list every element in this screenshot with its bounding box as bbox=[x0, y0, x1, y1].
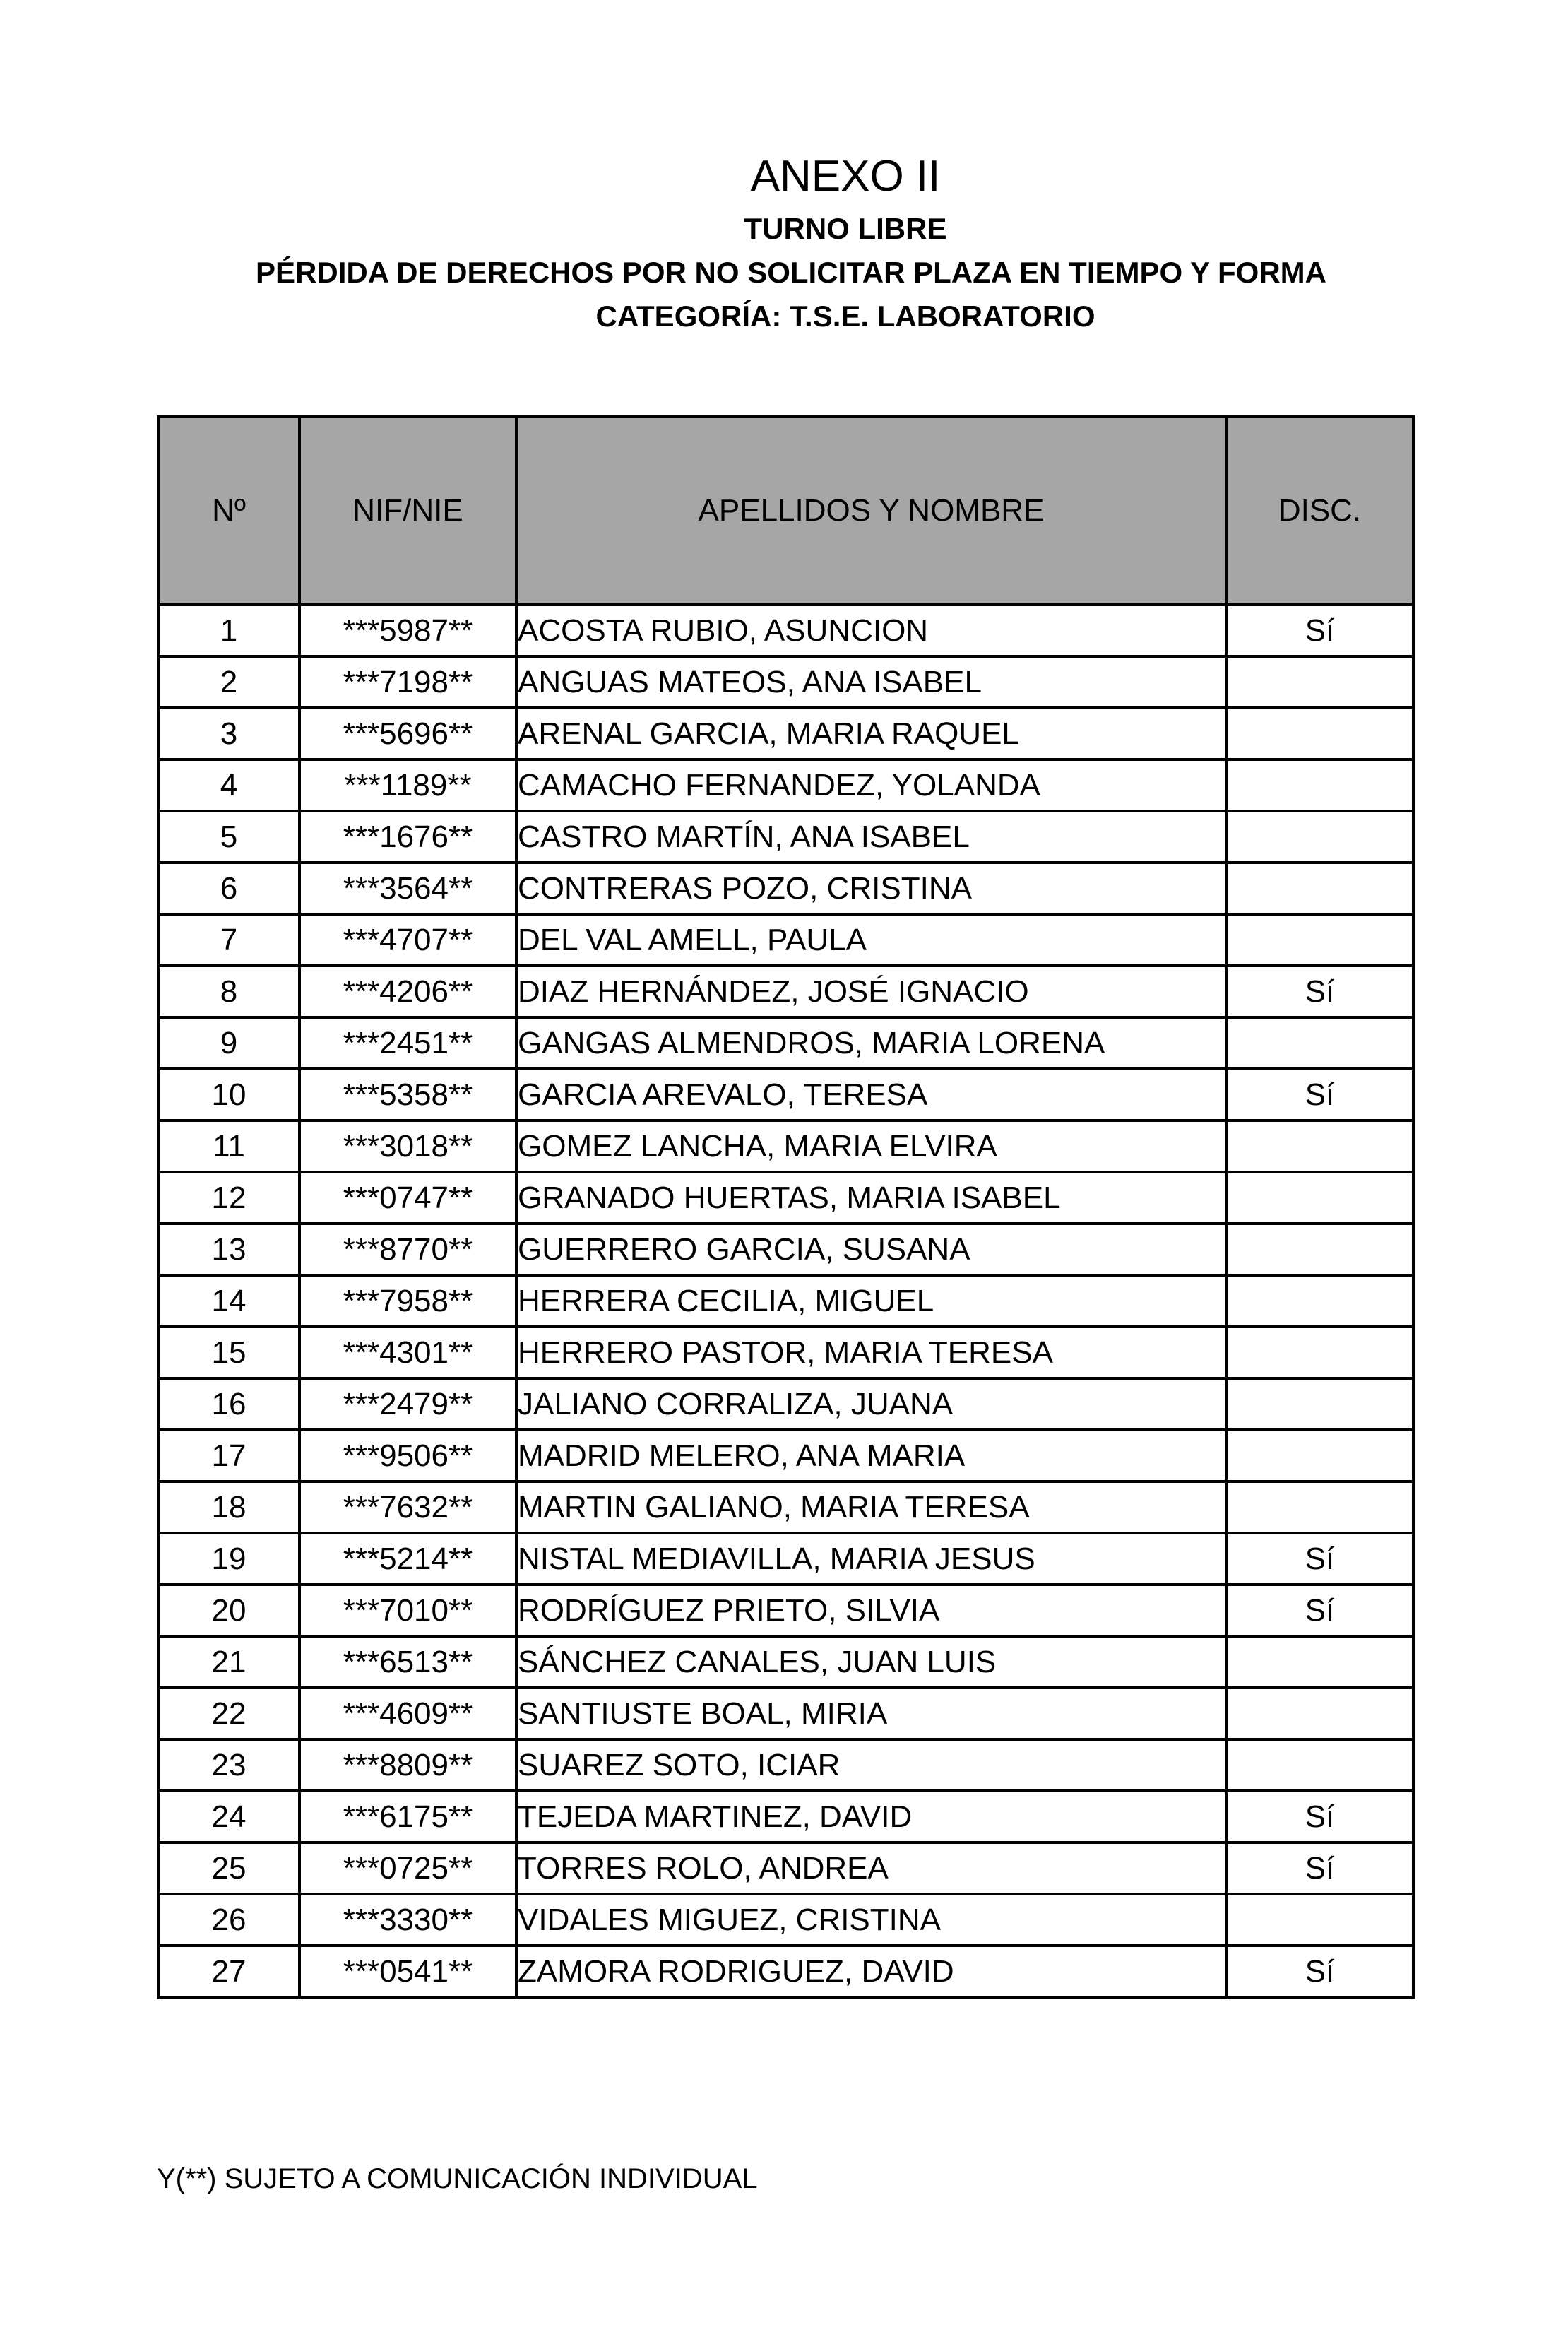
table-row bbox=[158, 1842, 1413, 1894]
row-name: CONTRERAS POZO, CRISTINA bbox=[516, 863, 1226, 914]
subtitle-turno: TURNO LIBRE bbox=[744, 212, 947, 245]
table-row bbox=[158, 1533, 1413, 1585]
row-name: MADRID MELERO, ANA MARIA bbox=[516, 1430, 1226, 1481]
column-header-disc: DISC. bbox=[1226, 417, 1413, 605]
table-row bbox=[158, 1430, 1413, 1481]
candidates-table bbox=[157, 415, 1415, 1999]
row-number: 15 bbox=[158, 1327, 299, 1378]
table-row bbox=[158, 605, 1413, 656]
row-disc bbox=[1226, 1120, 1413, 1172]
row-number: 24 bbox=[158, 1791, 299, 1842]
table-header-row bbox=[158, 417, 1413, 605]
row-number: 16 bbox=[158, 1378, 299, 1430]
row-name: TEJEDA MARTINEZ, DAVID bbox=[516, 1791, 1226, 1842]
row-number: 25 bbox=[158, 1842, 299, 1894]
row-disc bbox=[1226, 1378, 1413, 1430]
row-name: GARCIA AREVALO, TERESA bbox=[516, 1069, 1226, 1120]
row-disc bbox=[1226, 708, 1413, 759]
row-name: HERRERO PASTOR, MARIA TERESA bbox=[516, 1327, 1226, 1378]
table-row bbox=[158, 1946, 1413, 1997]
row-disc bbox=[1226, 1894, 1413, 1946]
row-number: 19 bbox=[158, 1533, 299, 1585]
table-row bbox=[158, 1327, 1413, 1378]
column-header-number: Nº bbox=[158, 417, 299, 605]
row-nif: ***5987** bbox=[299, 605, 516, 656]
row-disc bbox=[1226, 1430, 1413, 1481]
row-disc: Sí bbox=[1226, 1842, 1413, 1894]
table-row bbox=[158, 1585, 1413, 1636]
row-disc bbox=[1226, 759, 1413, 811]
row-nif: ***4609** bbox=[299, 1688, 516, 1739]
row-name: DIAZ HERNÁNDEZ, JOSÉ IGNACIO bbox=[516, 966, 1226, 1017]
page-title: ANEXO II bbox=[750, 152, 941, 201]
column-header-name: APELLIDOS Y NOMBRE bbox=[516, 417, 1226, 605]
row-number: 14 bbox=[158, 1275, 299, 1327]
row-name: TORRES ROLO, ANDREA bbox=[516, 1842, 1226, 1894]
table-row bbox=[158, 708, 1413, 759]
row-nif: ***7632** bbox=[299, 1481, 516, 1533]
table-row bbox=[158, 1636, 1413, 1688]
row-nif: ***3564** bbox=[299, 863, 516, 914]
row-nif: ***6513** bbox=[299, 1636, 516, 1688]
row-name: CASTRO MARTÍN, ANA ISABEL bbox=[516, 811, 1226, 863]
row-name: MARTIN GALIANO, MARIA TERESA bbox=[516, 1481, 1226, 1533]
row-name: ARENAL GARCIA, MARIA RAQUEL bbox=[516, 708, 1226, 759]
row-name: SÁNCHEZ CANALES, JUAN LUIS bbox=[516, 1636, 1226, 1688]
subtitle-categoria: CATEGORÍA: T.S.E. LABORATORIO bbox=[595, 300, 1095, 333]
table-row bbox=[158, 1120, 1413, 1172]
row-number: 3 bbox=[158, 708, 299, 759]
row-nif: ***2451** bbox=[299, 1017, 516, 1069]
table-row bbox=[158, 811, 1413, 863]
subtitle-perdida: PÉRDIDA DE DERECHOS POR NO SOLICITAR PLAZA EN TIEMPO Y FORMA bbox=[256, 256, 1326, 289]
column-header-nif: NIF/NIE bbox=[299, 417, 516, 605]
row-number: 27 bbox=[158, 1946, 299, 1997]
row-number: 12 bbox=[158, 1172, 299, 1224]
row-disc bbox=[1226, 1224, 1413, 1275]
row-number: 6 bbox=[158, 863, 299, 914]
row-name: JALIANO CORRALIZA, JUANA bbox=[516, 1378, 1226, 1430]
table-row bbox=[158, 759, 1413, 811]
table-row bbox=[158, 1224, 1413, 1275]
row-nif: ***5214** bbox=[299, 1533, 516, 1585]
row-number: 18 bbox=[158, 1481, 299, 1533]
table-row bbox=[158, 1172, 1413, 1224]
row-name: NISTAL MEDIAVILLA, MARIA JESUS bbox=[516, 1533, 1226, 1585]
row-disc bbox=[1226, 1017, 1413, 1069]
row-name: GANGAS ALMENDROS, MARIA LORENA bbox=[516, 1017, 1226, 1069]
row-name: SANTIUSTE BOAL, MIRIA bbox=[516, 1688, 1226, 1739]
row-disc bbox=[1226, 1481, 1413, 1533]
row-number: 23 bbox=[158, 1739, 299, 1791]
row-disc: Sí bbox=[1226, 1585, 1413, 1636]
row-name: ANGUAS MATEOS, ANA ISABEL bbox=[516, 656, 1226, 708]
row-number: 4 bbox=[158, 759, 299, 811]
table-row bbox=[158, 966, 1413, 1017]
table-row bbox=[158, 1481, 1413, 1533]
row-number: 9 bbox=[158, 1017, 299, 1069]
row-disc: Sí bbox=[1226, 1791, 1413, 1842]
row-disc bbox=[1226, 1275, 1413, 1327]
table-row bbox=[158, 1069, 1413, 1120]
table-row bbox=[158, 1894, 1413, 1946]
row-name: ZAMORA RODRIGUEZ, DAVID bbox=[516, 1946, 1226, 1997]
table-row bbox=[158, 1017, 1413, 1069]
table-row bbox=[158, 1739, 1413, 1791]
row-name: DEL VAL AMELL, PAULA bbox=[516, 914, 1226, 966]
row-nif: ***0725** bbox=[299, 1842, 516, 1894]
row-nif: ***8809** bbox=[299, 1739, 516, 1791]
table-row bbox=[158, 656, 1413, 708]
row-nif: ***9506** bbox=[299, 1430, 516, 1481]
row-disc: Sí bbox=[1226, 1069, 1413, 1120]
row-name: SUAREZ SOTO, ICIAR bbox=[516, 1739, 1226, 1791]
row-name: VIDALES MIGUEZ, CRISTINA bbox=[516, 1894, 1226, 1946]
row-disc bbox=[1226, 1172, 1413, 1224]
row-nif: ***4707** bbox=[299, 914, 516, 966]
row-number: 7 bbox=[158, 914, 299, 966]
row-number: 8 bbox=[158, 966, 299, 1017]
row-number: 5 bbox=[158, 811, 299, 863]
footnote: Y(**) SUJETO A COMUNICACIÓN INDIVIDUAL bbox=[157, 2163, 758, 2194]
row-nif: ***2479** bbox=[299, 1378, 516, 1430]
row-nif: ***7198** bbox=[299, 656, 516, 708]
row-number: 2 bbox=[158, 656, 299, 708]
row-number: 20 bbox=[158, 1585, 299, 1636]
row-nif: ***5696** bbox=[299, 708, 516, 759]
row-disc bbox=[1226, 1739, 1413, 1791]
row-name: GRANADO HUERTAS, MARIA ISABEL bbox=[516, 1172, 1226, 1224]
row-nif: ***5358** bbox=[299, 1069, 516, 1120]
row-disc: Sí bbox=[1226, 966, 1413, 1017]
row-nif: ***4301** bbox=[299, 1327, 516, 1378]
row-disc: Sí bbox=[1226, 1533, 1413, 1585]
row-name: RODRÍGUEZ PRIETO, SILVIA bbox=[516, 1585, 1226, 1636]
row-number: 21 bbox=[158, 1636, 299, 1688]
row-nif: ***0747** bbox=[299, 1172, 516, 1224]
row-nif: ***1189** bbox=[299, 759, 516, 811]
row-name: HERRERA CECILIA, MIGUEL bbox=[516, 1275, 1226, 1327]
row-number: 10 bbox=[158, 1069, 299, 1120]
table-body bbox=[158, 605, 1413, 1997]
table-row bbox=[158, 1791, 1413, 1842]
row-disc bbox=[1226, 914, 1413, 966]
row-nif: ***3330** bbox=[299, 1894, 516, 1946]
table-row bbox=[158, 863, 1413, 914]
row-name: GOMEZ LANCHA, MARIA ELVIRA bbox=[516, 1120, 1226, 1172]
row-disc bbox=[1226, 1688, 1413, 1739]
row-number: 13 bbox=[158, 1224, 299, 1275]
row-nif: ***4206** bbox=[299, 966, 516, 1017]
row-number: 1 bbox=[158, 605, 299, 656]
row-nif: ***7958** bbox=[299, 1275, 516, 1327]
row-number: 17 bbox=[158, 1430, 299, 1481]
row-disc bbox=[1226, 811, 1413, 863]
row-number: 26 bbox=[158, 1894, 299, 1946]
row-disc bbox=[1226, 656, 1413, 708]
row-disc bbox=[1226, 1327, 1413, 1378]
row-number: 11 bbox=[158, 1120, 299, 1172]
row-nif: ***8770** bbox=[299, 1224, 516, 1275]
row-nif: ***7010** bbox=[299, 1585, 516, 1636]
row-nif: ***3018** bbox=[299, 1120, 516, 1172]
row-nif: ***6175** bbox=[299, 1791, 516, 1842]
row-name: GUERRERO GARCIA, SUSANA bbox=[516, 1224, 1226, 1275]
table-row bbox=[158, 914, 1413, 966]
table-row bbox=[158, 1688, 1413, 1739]
row-name: ACOSTA RUBIO, ASUNCION bbox=[516, 605, 1226, 656]
row-nif: ***1676** bbox=[299, 811, 516, 863]
row-number: 22 bbox=[158, 1688, 299, 1739]
table-row bbox=[158, 1378, 1413, 1430]
row-disc: Sí bbox=[1226, 1946, 1413, 1997]
row-name: CAMACHO FERNANDEZ, YOLANDA bbox=[516, 759, 1226, 811]
row-disc bbox=[1226, 863, 1413, 914]
row-disc bbox=[1226, 1636, 1413, 1688]
row-nif: ***0541** bbox=[299, 1946, 516, 1997]
row-disc: Sí bbox=[1226, 605, 1413, 656]
table-row bbox=[158, 1275, 1413, 1327]
